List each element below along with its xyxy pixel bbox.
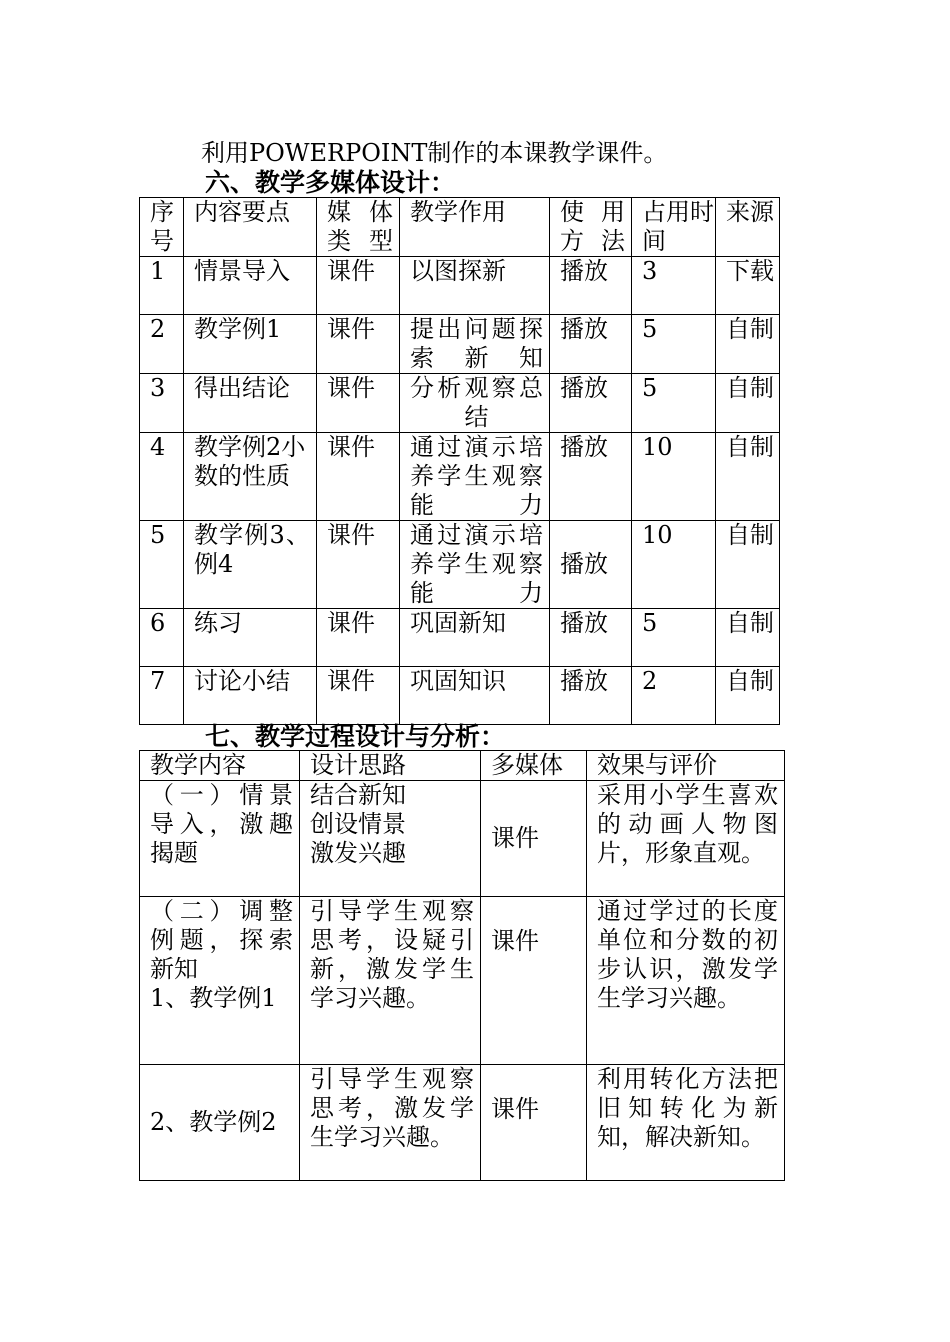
cell-role: 通过演示培养学生观察能力 [400, 433, 550, 521]
cell-role: 巩固新知 [400, 609, 550, 667]
cell-time: 3 [632, 257, 716, 315]
header-cell: 多媒体 [481, 751, 587, 781]
header-cell: 教学内容 [140, 751, 300, 781]
cell-method: 播放 [550, 521, 632, 609]
intro-text: 利用POWERPOINT制作的本课教学课件。 [201, 139, 668, 167]
cell-design-idea: 引导学生观察思考，设疑引新，激发学生学习兴趣。 [300, 897, 481, 1065]
multimedia-design-table [139, 197, 780, 725]
cell-time: 10 [632, 433, 716, 521]
header-cell: 来源 [716, 198, 780, 257]
cell-source: 自制 [716, 521, 780, 609]
cell-method: 播放 [550, 667, 632, 725]
cell-source: 自制 [716, 315, 780, 374]
cell-effect: 通过学过的长度单位和分数的初步认识，激发学生学习兴趣。 [587, 897, 785, 1065]
table-header-row [140, 751, 785, 781]
cell-time: 10 [632, 521, 716, 609]
cell-media: 课件 [317, 257, 400, 315]
cell-content: 情景导入 [184, 257, 317, 315]
cell-time: 5 [632, 609, 716, 667]
cell-content: 得出结论 [184, 374, 317, 433]
cell-multimedia: 课件 [481, 897, 587, 1065]
cell-source: 自制 [716, 609, 780, 667]
cell-effect: 利用转化方法把旧知转化为新知，解决新知。 [587, 1065, 785, 1181]
header-cell: 教学作用 [400, 198, 550, 257]
cell-role: 巩固知识 [400, 667, 550, 725]
header-cell: 占用时间 [632, 198, 716, 257]
cell-content: 教学例2小数的性质 [184, 433, 317, 521]
cell-index: 6 [140, 609, 184, 667]
cell-content: 练习 [184, 609, 317, 667]
cell-source: 自制 [716, 667, 780, 725]
table-row [140, 374, 780, 433]
cell-time: 5 [632, 374, 716, 433]
cell-index: 3 [140, 374, 184, 433]
cell-media: 课件 [317, 521, 400, 609]
cell-source: 下载 [716, 257, 780, 315]
table-row [140, 781, 785, 897]
cell-index: 2 [140, 315, 184, 374]
cell-media: 课件 [317, 609, 400, 667]
table-row [140, 521, 780, 609]
cell-media: 课件 [317, 667, 400, 725]
table-row [140, 897, 785, 1065]
cell-method: 播放 [550, 374, 632, 433]
content-subitem: 1、教学例1 [150, 984, 277, 1012]
table-row [140, 609, 780, 667]
teaching-process-table [139, 750, 785, 1181]
table-row [140, 257, 780, 315]
cell-index: 7 [140, 667, 184, 725]
cell-design-idea: 结合新知 创设情景 激发兴趣 [300, 781, 481, 897]
section6-title: 六、教学多媒体设计： [205, 168, 456, 197]
cell-method: 播放 [550, 609, 632, 667]
cell-content: 教学例1 [184, 315, 317, 374]
table-row [140, 315, 780, 374]
cell-method: 播放 [550, 257, 632, 315]
header-cell: 效果与评价 [587, 751, 785, 781]
cell-content: 讨论小结 [184, 667, 317, 725]
table-row [140, 1065, 785, 1181]
table-header-row [140, 198, 780, 257]
header-cell: 内容要点 [184, 198, 317, 257]
content-heading: （二）调整例题，探索新知 [150, 897, 293, 983]
cell-index: 1 [140, 257, 184, 315]
header-cell: 媒体类型 [317, 198, 400, 257]
cell-role: 提出问题探索新知 [400, 315, 550, 374]
cell-method: 播放 [550, 315, 632, 374]
cell-source: 自制 [716, 433, 780, 521]
cell-time: 2 [632, 667, 716, 725]
cell-role: 以图探新 [400, 257, 550, 315]
cell-teaching-content: （一）情景导入，激趣揭题 [140, 781, 300, 897]
cell-method: 播放 [550, 433, 632, 521]
cell-index: 5 [140, 521, 184, 609]
cell-time: 5 [632, 315, 716, 374]
cell-design-idea: 引导学生观察思考，激发学生学习兴趣。 [300, 1065, 481, 1181]
cell-media: 课件 [317, 374, 400, 433]
cell-effect: 采用小学生喜欢的动画人物图片，形象直观。 [587, 781, 785, 897]
cell-role: 分析观察总结 [400, 374, 550, 433]
cell-multimedia: 课件 [481, 781, 587, 897]
header-cell: 序号 [140, 198, 184, 257]
cell-teaching-content [140, 897, 300, 1065]
section7-title: 七、教学过程设计与分析： [205, 722, 506, 751]
cell-media: 课件 [317, 433, 400, 521]
cell-content: 教学例3、例4 [184, 521, 317, 609]
header-cell: 使用方法 [550, 198, 632, 257]
header-cell: 设计思路 [300, 751, 481, 781]
cell-source: 自制 [716, 374, 780, 433]
cell-multimedia: 课件 [481, 1065, 587, 1181]
cell-role: 通过演示培养学生观察能力 [400, 521, 550, 609]
table-row [140, 667, 780, 725]
cell-media: 课件 [317, 315, 400, 374]
cell-teaching-content: 2、教学例2 [140, 1065, 300, 1181]
cell-index: 4 [140, 433, 184, 521]
table-row [140, 433, 780, 521]
